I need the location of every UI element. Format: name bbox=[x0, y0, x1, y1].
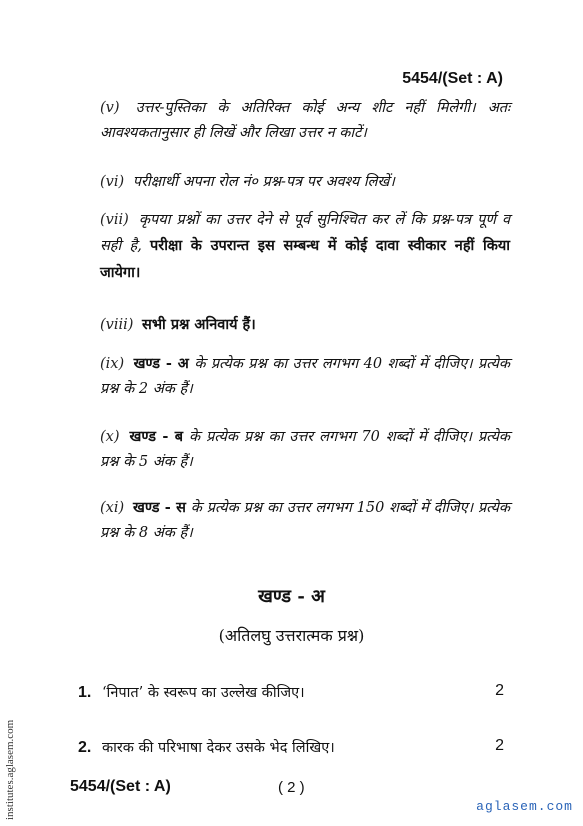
paper-code-top: 5454/(Set : A) bbox=[402, 70, 503, 87]
instruction-vii bbox=[100, 208, 510, 286]
instruction-number: (xi) bbox=[100, 500, 125, 516]
question-text: ‘निपात’ के स्वरूप का उल्लेख कीजिए। bbox=[101, 685, 305, 701]
instruction-text: के प्रत्येक प्रश्न का उत्तर लगभग 150 शब्दों में दीजिए। प्रत्येक प्रश्न के 8 अंक हैं। bbox=[100, 500, 511, 542]
instruction-number: (vi) bbox=[100, 174, 125, 190]
corner-watermark: aglasem.com bbox=[476, 799, 573, 814]
instruction-text: के प्रत्येक प्रश्न का उत्तर लगभग 70 शब्दों में दीजिए। प्रत्येक प्रश्न के 5 अंक हैं। bbox=[100, 429, 510, 471]
instruction-bold-text: खण्ड - स bbox=[133, 499, 186, 516]
question-marks: 2 bbox=[495, 682, 504, 699]
instruction-text: के प्रत्येक प्रश्न का उत्तर लगभग 40 शब्दों में दीजिए। प्रत्येक प्रश्न के 2 अंक हैं। bbox=[100, 356, 511, 398]
section-title: खण्ड - अ bbox=[258, 586, 325, 607]
instruction-bold-text: सभी प्रश्न अनिवार्य हैं। bbox=[142, 316, 256, 333]
instruction-bold-text: खण्ड - अ bbox=[133, 355, 189, 372]
instruction-text: परीक्षार्थी अपना रोल नं० प्रश्न-पत्र पर अवश्य लिखें। bbox=[132, 174, 395, 190]
question-text: कारक की परिभाषा देकर उसके भेद लिखिए। bbox=[101, 740, 335, 756]
instruction-number: (v) bbox=[100, 100, 120, 116]
instruction-number: (viii) bbox=[100, 317, 134, 333]
instruction-ix bbox=[100, 351, 510, 403]
instruction-xi bbox=[100, 495, 510, 547]
instruction-bold-text: खण्ड - ब bbox=[129, 428, 184, 445]
instruction-viii bbox=[100, 312, 510, 338]
paper-code-bottom: 5454/(Set : A) bbox=[70, 778, 171, 795]
instruction-number: (x) bbox=[100, 429, 120, 445]
instruction-x bbox=[100, 424, 510, 476]
instruction-bold-text: परीक्षा के उपरान्त इस सम्बन्ध में कोई दावा स्वीकार नहीं किया जायेगा। bbox=[100, 237, 511, 281]
side-watermark: institutes.aglasem.com bbox=[4, 719, 16, 820]
question-number: 1. bbox=[78, 684, 92, 701]
question-number: 2. bbox=[78, 739, 92, 756]
instruction-vi bbox=[100, 170, 510, 195]
question-1 bbox=[78, 682, 508, 702]
instruction-v bbox=[100, 96, 510, 147]
instruction-number: (ix) bbox=[100, 356, 125, 372]
instruction-number: (vii) bbox=[100, 212, 129, 228]
instruction-text: कृपया प्रश्नों का उत्तर देने से पूर्व सुनिश्चित कर लें कि प्रश्न-पत्र पूर्ण व सही है, bbox=[100, 212, 511, 255]
page-number: ( 2 ) bbox=[278, 779, 305, 796]
question-marks: 2 bbox=[495, 737, 504, 754]
instruction-text: उत्तर-पुस्तिका के अतिरिक्त कोई अन्य शीट नहीं मिलेगी। अतः आवश्यकतानुसार ही लिखें और लिखा उत्तर न काटें। bbox=[100, 100, 511, 142]
question-2 bbox=[78, 737, 508, 757]
section-subtitle: (अतिलघु उत्तरात्मक प्रश्न) bbox=[218, 626, 365, 645]
